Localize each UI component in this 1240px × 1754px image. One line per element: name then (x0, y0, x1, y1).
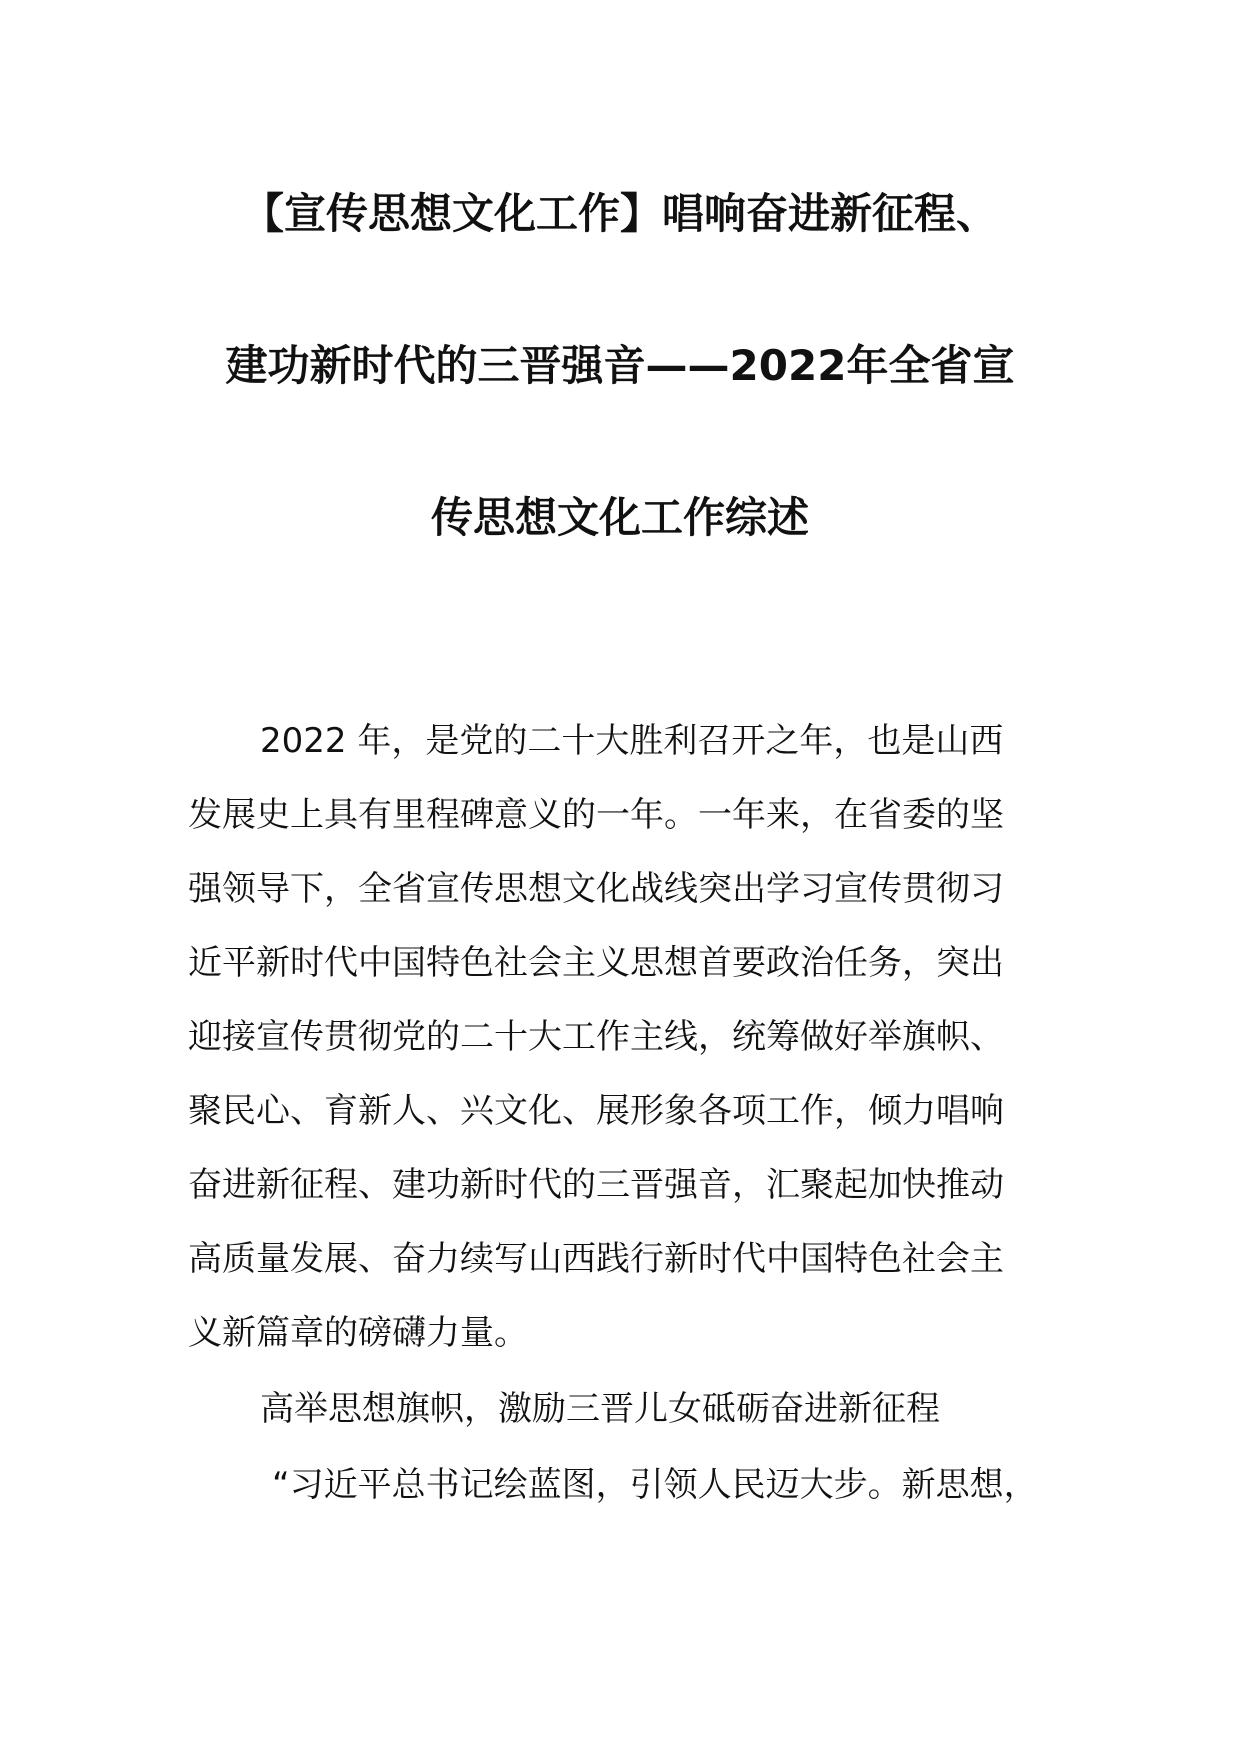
paragraph-line: 近平新时代中国特色社会主义思想首要政治任务，突出 (188, 943, 1004, 983)
title-line-1: 【宣传思想文化工作】唱响奋进新征程、 (241, 189, 998, 238)
title-line-2: 建功新时代的三晋强音——2022年全省宣 (225, 341, 1015, 390)
paragraph-line: 奋进新征程、建功新时代的三晋强音，汇聚起加快推动 (188, 1165, 1004, 1205)
intro-paragraph (188, 704, 1068, 1370)
document-body (188, 704, 1068, 1522)
paragraph-line: 高质量发展、奋力续写山西践行新时代中国特色社会主 (188, 1239, 1004, 1279)
document-title (150, 190, 1090, 542)
paragraph-line: 发展史上具有里程碑意义的一年。一年来，在省委的坚 (188, 795, 1004, 835)
paragraph-line: 聚民心、育新人、兴文化、展形象各项工作，倾力唱响 (188, 1091, 1004, 1131)
paragraph-line: 强领导下，全省宣传思想文化战线突出学习宣传贯彻习 (188, 869, 1004, 909)
section-heading: 高举思想旗帜，激励三晋儿女砥砺奋进新征程 (260, 1389, 940, 1429)
title-line-3: 传思想文化工作综述 (430, 493, 809, 542)
quote-line: “习近平总书记绘蓝图，引领人民迈大步。新思想， (272, 1465, 1038, 1505)
paragraph-line: 义新篇章的磅礴力量。 (188, 1313, 528, 1353)
paragraph-line: 2022 年，是党的二十大胜利召开之年，也是山西 (260, 721, 1004, 761)
paragraph-line: 迎接宣传贯彻党的二十大工作主线，统筹做好举旗帜、 (188, 1017, 1004, 1057)
